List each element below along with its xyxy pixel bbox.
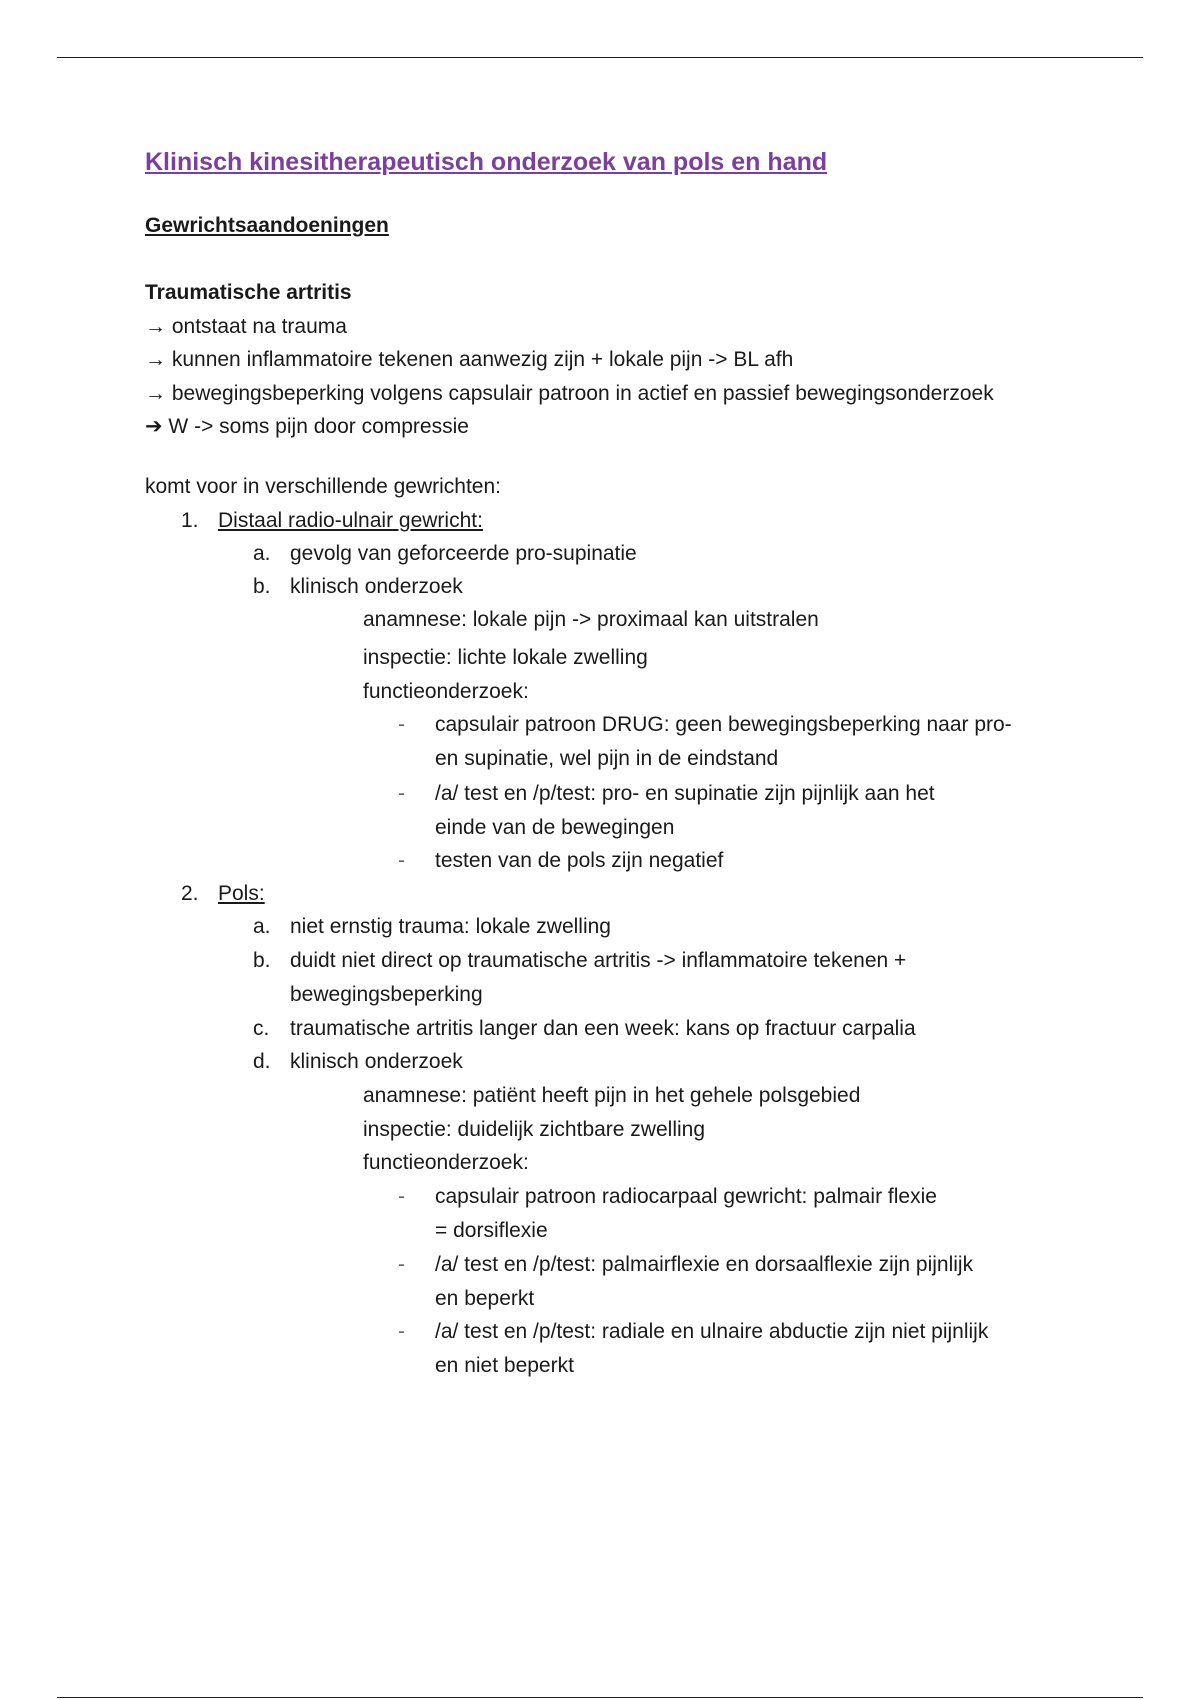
sub-letter: a. [253, 542, 271, 565]
detail-line: inspectie: duidelijk zichtbare zwelling [363, 1118, 706, 1141]
dash-bullet-icon: - [398, 1320, 405, 1343]
detail-line: inspectie: lichte lokale zwelling [363, 646, 648, 669]
bullet-text: /a/ test en /p/test: palmairflexie en dorsaalflexie zijn pijnlijk [435, 1253, 974, 1276]
sub-letter: d. [253, 1050, 271, 1073]
detail-line: functieonderzoek: [363, 1151, 529, 1174]
bullet-text-cont: en niet beperkt [435, 1354, 574, 1377]
dash-bullet-icon: - [398, 782, 405, 805]
document-title: Klinisch kinesitherapeutisch onderzoek van pols en hand [145, 148, 828, 176]
sub-letter: a. [253, 915, 271, 938]
detail-line: anamnese: patiënt heeft pijn in het gehele polsgebied [363, 1084, 861, 1107]
sub-item-text: traumatische artritis langer dan een week: kans op fractuur carpalia [290, 1017, 916, 1040]
list-number: 2. [181, 882, 199, 905]
detail-line: anamnese: lokale pijn -> proximaal kan uitstralen [363, 608, 819, 631]
bullet-text: capsulair patroon DRUG: geen bewegingsbeperking naar pro- [435, 713, 1012, 736]
bullet-text-cont: = dorsiflexie [435, 1219, 548, 1242]
sub-letter: b. [253, 575, 271, 598]
arrow-line: → bewegingsbeperking volgens capsulair patroon in actief en passief bewegingsonderzoek [145, 382, 994, 405]
dash-bullet-icon: - [398, 849, 405, 872]
detail-line: functieonderzoek: [363, 680, 529, 703]
arrow-line: ➔ W -> soms pijn door compressie [145, 415, 469, 438]
arrow-line: → kunnen inflammatoire tekenen aanwezig zijn + lokale pijn -> BL afh [145, 348, 794, 371]
list-item-heading: Pols: [218, 882, 265, 905]
sub-letter: b. [253, 949, 271, 972]
sub-letter: c. [253, 1017, 270, 1040]
list-item-heading: Distaal radio-ulnair gewricht: [218, 509, 483, 532]
intro-text: komt voor in verschillende gewrichten: [145, 475, 501, 498]
sub-item-text: niet ernstig trauma: lokale zwelling [290, 915, 611, 938]
bullet-text: /a/ test en /p/test: pro- en supinatie zijn pijnlijk aan het [435, 782, 935, 805]
sub-item-text: gevolg van geforceerde pro-supinatie [290, 542, 637, 565]
section-heading: Gewrichtsaandoeningen [145, 214, 389, 237]
bullet-text: /a/ test en /p/test: radiale en ulnaire abductie zijn niet pijnlijk [435, 1320, 989, 1343]
bullet-text: testen van de pols zijn negatief [435, 849, 724, 872]
list-number: 1. [181, 509, 199, 532]
bullet-text-cont: einde van de bewegingen [435, 816, 675, 839]
sub-item-text: klinisch onderzoek [290, 1050, 463, 1073]
dash-bullet-icon: - [398, 1185, 405, 1208]
bullet-text-cont: en beperkt [435, 1287, 535, 1310]
sub-item-text-cont: bewegingsbeperking [290, 983, 483, 1006]
dash-bullet-icon: - [398, 1253, 405, 1276]
sub-item-text: duidt niet direct op traumatische artritis -> inflammatoire tekenen + [290, 949, 907, 972]
bullet-text-cont: en supinatie, wel pijn in de eindstand [435, 747, 779, 770]
dash-bullet-icon: - [398, 713, 405, 736]
bullet-text: capsulair patroon radiocarpaal gewricht: palmair flexie [435, 1185, 937, 1208]
subsection-heading: Traumatische artritis [145, 281, 352, 304]
footer-rule [57, 1697, 1143, 1698]
sub-item-text: klinisch onderzoek [290, 575, 463, 598]
arrow-line: → ontstaat na trauma [145, 315, 347, 338]
header-rule [57, 57, 1143, 58]
